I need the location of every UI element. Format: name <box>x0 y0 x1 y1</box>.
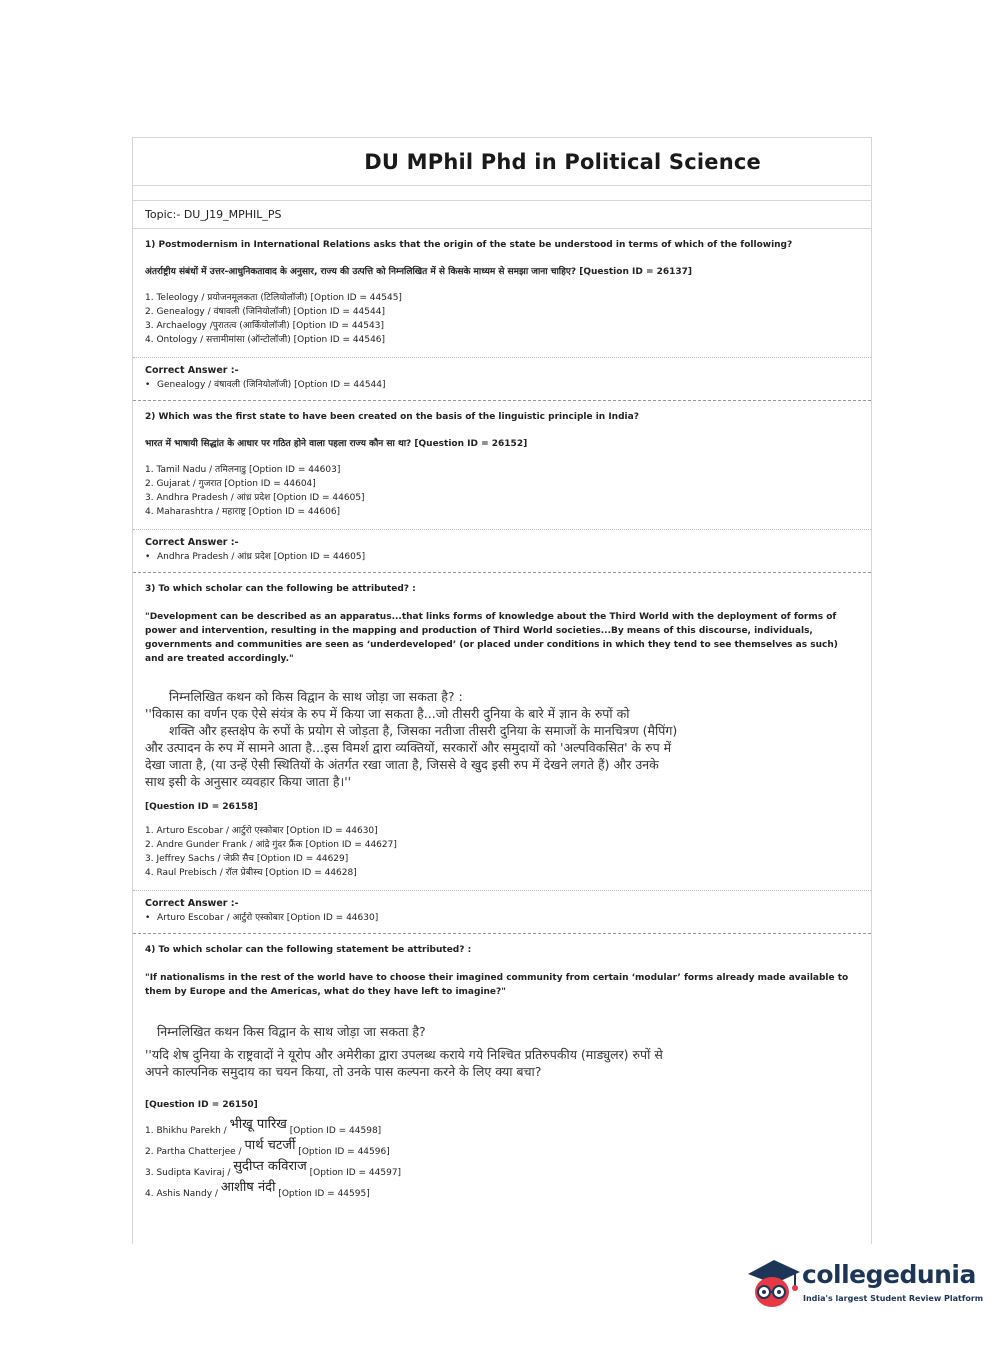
page-title: DU MPhil Phd in Political Science <box>364 149 761 174</box>
question-1-options <box>145 291 859 347</box>
question-3-english: 3) To which scholar can the following be attributed? : <box>145 584 416 594</box>
option: 4. Ontology / सत्तामीमांसा (ऑन्टोलॉजी) [Option ID = 44546] <box>145 335 386 345</box>
option-id: [Option ID = 44597] <box>309 1168 402 1178</box>
option-id: [Option ID = 44596] <box>298 1147 390 1157</box>
question-1-english: 1) Postmodernism in International Relations asks that the origin of the state be understood in terms of which of the following? <box>145 240 793 250</box>
answer-box <box>133 357 871 392</box>
option: 2. Gujarat / गुजरात [Option ID = 44604] <box>145 479 316 489</box>
correct-answer-label: Correct Answer :- <box>145 365 239 376</box>
question-3-options <box>145 824 859 880</box>
question-2-hindi: भारत में भाषायी सिद्धांत के आधार पर गठित होने वाला पहला राज्य कौन सा था? [Question ID = 26152] <box>145 439 528 449</box>
hindi-line: साथ इसी के अनुसार व्यवहार किया जाता है।'' <box>145 774 352 789</box>
option: 3. Andhra Pradesh / आंध्र प्रदेश [Option ID = 44605] <box>145 493 365 503</box>
question-3-hindi <box>145 688 859 790</box>
option: 3. Jeffrey Sachs / जेफ्री सैच [Option ID = 44629] <box>145 854 349 864</box>
option-hindi: भीखू पारिख <box>229 1117 287 1132</box>
correct-answer-label: Correct Answer :- <box>145 537 239 548</box>
question-4-options <box>145 1117 859 1204</box>
option: 1. Teleology / प्रयोजनमूलकता (टिलियोलॉजी) [Option ID = 44545] <box>145 293 402 303</box>
option-id: [Option ID = 44598] <box>289 1126 382 1136</box>
question-divider <box>133 933 871 934</box>
option-hindi: आशीष नंदी <box>220 1180 276 1195</box>
correct-answer <box>145 550 859 564</box>
option <box>145 1180 859 1204</box>
question-divider <box>133 572 871 573</box>
answer-text: Andhra Pradesh / आंध्र प्रदेश [Option ID = 44605] <box>157 552 366 562</box>
question-3 <box>133 583 871 934</box>
option-hindi: सुदीप्त कविराज <box>233 1159 307 1174</box>
option-hindi: पार्थ चटर्जी <box>244 1138 296 1153</box>
title-row <box>133 138 871 186</box>
option: 3. Archaelogy /पुरातत्व (आर्कियोलॉजी) [Option ID = 44543] <box>145 321 384 331</box>
question-divider <box>133 400 871 401</box>
option: 2. Andre Gunder Frank / आंद्रे गुंदर फ्रैंक [Option ID = 44627] <box>145 840 397 850</box>
mascot-icon <box>742 1252 802 1312</box>
correct-answer <box>145 911 859 925</box>
question-1-hindi: अंतर्राष्ट्रीय संबंधों में उत्तर-आधुनिकतावाद के अनुसार, राज्य की उत्पत्ति को निम्नलिखित में से किसके माध्यम से समझा जाना चाहिए? [Question ID = 26137] <box>145 267 693 277</box>
question-2 <box>133 411 871 573</box>
hindi-line: निम्नलिखित कथन को किस विद्वान के साथ जोड़ा जा सकता है? : <box>169 689 463 704</box>
answer-text: Arturo Escobar / आर्टुरो एस्कोबार [Option ID = 44630] <box>157 913 379 923</box>
spacer-row <box>133 186 871 201</box>
option: 1. Arturo Escobar / आर्टुरो एस्कोबार [Option ID = 44630] <box>145 826 378 836</box>
hindi-line: ''यदि शेष दुनिया के राष्ट्रवादों ने यूरोप और अमेरीका द्वारा उपलब्ध कराये गये निश्चित प्रतिरुपकीय (माड्युलर) रुपों से <box>145 1047 663 1062</box>
question-4-quote: "If nationalisms in the rest of the world have to choose their imagined community from certain ‘modular’ forms already made available to them by Europe and the Americas, what do they have left to imagine?" <box>145 973 849 997</box>
bullet-icon: • <box>145 913 151 923</box>
question-paper <box>132 137 872 1244</box>
hindi-line: निम्नलिखित कथन किस विद्वान के साथ जोड़ा जा सकता है? <box>157 1024 426 1039</box>
question-1 <box>133 239 871 401</box>
answer-box <box>133 529 871 564</box>
collegedunia-logo <box>742 1252 984 1312</box>
hindi-line: अपने काल्पनिक समुदाय का चयन किया, तो उनके पास कल्पना करने के लिए क्या बचा? <box>145 1064 542 1079</box>
bullet-icon: • <box>145 380 151 390</box>
topic-label: Topic:- DU_J19_MPHIL_PS <box>133 201 871 229</box>
correct-answer <box>145 378 859 392</box>
option: 1. Tamil Nadu / तमिलनाडु [Option ID = 44603] <box>145 465 341 475</box>
hindi-line: देखा जाता है, (या उन्हें ऐसी स्थितियों के अंतर्गत रखा जाता है, जिससे वे खुद इसी रुप में देखने लगते हैं) और उनके <box>145 757 659 772</box>
option-english: 2. Partha Chatterjee / <box>145 1147 242 1157</box>
hindi-line: शक्ति और हस्तक्षेप के रुपों के प्रयोग से जोड़ता है, जिसका नतीजा तीसरी दुनिया के समाजों के मानचित्रण (मैपिंग) <box>169 723 678 738</box>
question-4-hindi <box>145 1023 859 1080</box>
hindi-line: और उत्पादन के रुप में सामने आता है...इस विमर्श द्वारा व्यक्तियों, सरकारों और समुदायों को 'अल्पविकसित' के रुप में <box>145 740 672 755</box>
question-2-english: 2) Which was the first state to have been created on the basis of the linguistic principle in India? <box>145 412 639 422</box>
option: 4. Maharashtra / महाराष्ट्र [Option ID = 44606] <box>145 507 341 517</box>
bullet-icon: • <box>145 552 151 562</box>
option-english: 1. Bhikhu Parekh / <box>145 1126 227 1136</box>
option-english: 4. Ashis Nandy / <box>145 1189 218 1199</box>
question-4-english: 4) To which scholar can the following statement be attributed? : <box>145 945 472 955</box>
correct-answer-label: Correct Answer :- <box>145 898 239 909</box>
option: 4. Raul Prebisch / रॉल प्रेबीस्च [Option ID = 44628] <box>145 868 357 878</box>
question-3-id: [Question ID = 26158] <box>145 802 258 812</box>
question-4-id: [Question ID = 26150] <box>145 1100 258 1110</box>
question-2-options <box>145 463 859 519</box>
option: 2. Genealogy / वंषावली (जिनियोलॉजी) [Option ID = 44544] <box>145 307 385 317</box>
option-english: 3. Sudipta Kaviraj / <box>145 1168 231 1178</box>
logo-name: collegedunia <box>802 1260 976 1289</box>
answer-text: Genealogy / वंषावली (जिनियोलॉजी) [Option ID = 44544] <box>157 380 386 390</box>
question-3-quote: "Development can be described as an apparatus...that links forms of knowledge about the Third World with the deployment of forms of power and intervention, resulting in the mapping and production of Third World societies...By means of this discourse, individuals, governments and communities are seen as ‘underdeveloped’ (or placed under conditions in which they tend to see themselves as such) and are treated accordingly." <box>145 612 838 664</box>
hindi-line: ''विकास का वर्णन एक ऐसे संयंत्र के रुप में किया जा सकता है...जो तीसरी दुनिया के बारे में ज्ञान के रुपों को <box>145 706 630 721</box>
option-id: [Option ID = 44595] <box>278 1189 370 1199</box>
logo-tagline: India's largest Student Review Platform <box>803 1294 984 1303</box>
answer-box <box>133 890 871 925</box>
question-4 <box>133 944 871 1204</box>
